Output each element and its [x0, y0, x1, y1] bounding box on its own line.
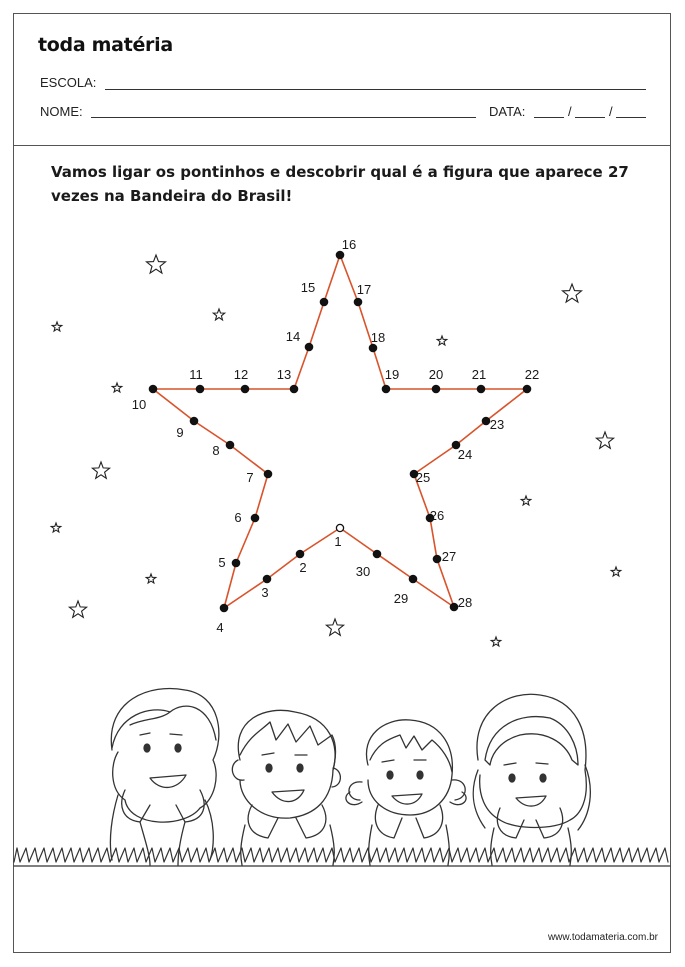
dot-number-label: 28 [457, 595, 473, 610]
date-label: DATA: [489, 104, 526, 119]
dot-number-label: 23 [489, 417, 505, 432]
dot-number-label: 9 [176, 425, 184, 440]
name-label: NOME: [40, 104, 83, 119]
dot-4 [220, 604, 229, 613]
dot-number-label: 10 [131, 397, 147, 412]
decorative-star-icon [213, 309, 224, 320]
decorative-star-icon [92, 462, 109, 478]
child-4 [473, 694, 590, 865]
decorative-star-icon [611, 567, 621, 576]
dot-to-dot-star-outline [153, 255, 527, 608]
decorative-star-icon [147, 255, 166, 273]
child-1 [110, 688, 218, 865]
decorative-star-icon [69, 601, 86, 617]
decorative-star-icon [596, 432, 613, 448]
dot-27 [433, 555, 442, 564]
footer-website: www.todamateria.com.br [547, 932, 658, 943]
numbered-dots [132, 237, 539, 635]
school-label: ESCOLA: [40, 75, 97, 90]
dot-number-label: 16 [341, 237, 357, 252]
dot-14 [305, 343, 314, 352]
child-2 [232, 710, 340, 865]
dot-number-label: 8 [212, 443, 220, 458]
decorative-star-icon [326, 619, 343, 635]
decorative-star-icon [112, 383, 122, 392]
dot-15 [320, 298, 329, 307]
decorative-stars [51, 255, 621, 646]
dot-number-label: 2 [299, 560, 307, 575]
dot-7 [264, 470, 273, 479]
dot-29 [409, 575, 418, 584]
dot-number-label: 7 [246, 470, 254, 485]
dot-number-label: 27 [441, 549, 457, 564]
decorative-star-icon [521, 496, 531, 505]
dot-9 [190, 417, 199, 426]
dot-6 [251, 514, 260, 523]
dot-number-label: 21 [471, 367, 487, 382]
dot-2 [296, 550, 305, 559]
child-3 [346, 720, 466, 865]
dot-10 [149, 385, 158, 394]
decorative-star-icon [146, 574, 156, 583]
dot-22 [523, 385, 532, 394]
dot-number-label: 11 [189, 367, 203, 382]
dot-17 [354, 298, 363, 307]
dot-1 [336, 524, 343, 531]
date-separator: / [568, 104, 572, 119]
dot-number-label: 14 [285, 329, 301, 344]
dot-number-label: 26 [429, 508, 445, 523]
dot-12 [241, 385, 250, 394]
dot-3 [263, 575, 272, 584]
dot-number-label: 5 [218, 555, 226, 570]
dot-number-label: 15 [300, 280, 316, 295]
dot-number-label: 3 [261, 585, 269, 600]
date-separator: / [609, 104, 613, 119]
dot-number-label: 17 [356, 282, 372, 297]
dot-number-label: 18 [370, 330, 386, 345]
dot-number-label: 30 [355, 564, 371, 579]
dot-number-label: 6 [234, 510, 242, 525]
dot-13 [290, 385, 299, 394]
dot-number-label: 20 [428, 367, 444, 382]
dot-number-label: 13 [276, 367, 292, 382]
children-illustration [14, 688, 670, 866]
dot-number-label: 4 [216, 620, 224, 635]
dot-8 [226, 441, 235, 450]
instruction-text: Vamos ligar os pontinhos e descobrir qual é a figura que aparece 27 vezes na Bandeira do Brasil! [51, 163, 629, 205]
decorative-star-icon [52, 322, 62, 331]
dot-number-label: 19 [384, 367, 400, 382]
dot-number-label: 29 [393, 591, 409, 606]
dot-30 [373, 550, 382, 559]
dot-20 [432, 385, 441, 394]
brand-logo: toda matéria [38, 34, 173, 56]
dot-number-label: 25 [415, 470, 431, 485]
dot-number-label: 1 [334, 534, 342, 549]
dot-21 [477, 385, 486, 394]
dot-19 [382, 385, 391, 394]
decorative-star-icon [491, 637, 501, 646]
dot-11 [196, 385, 205, 394]
decorative-star-icon [563, 284, 582, 302]
dot-number-label: 12 [233, 367, 249, 382]
dot-5 [232, 559, 241, 568]
dot-number-label: 24 [457, 447, 473, 462]
decorative-star-icon [437, 336, 447, 345]
decorative-star-icon [51, 523, 61, 532]
dot-number-label: 22 [524, 367, 540, 382]
